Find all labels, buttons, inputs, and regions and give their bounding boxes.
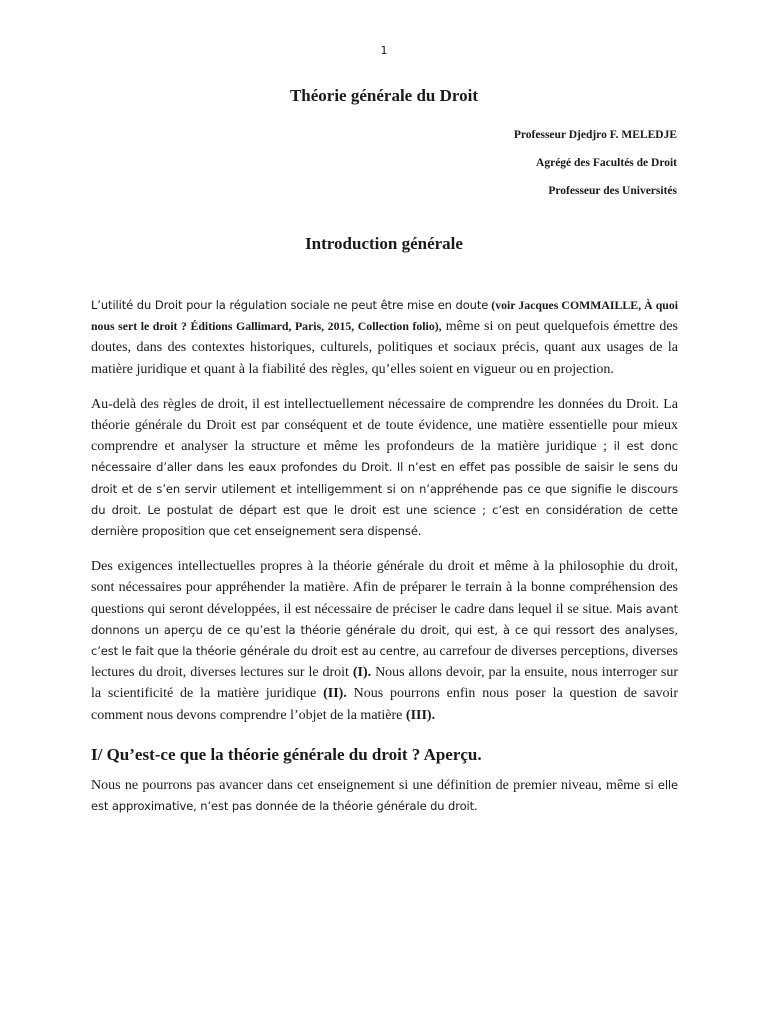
document-body: [91, 295, 678, 831]
author-block: [514, 121, 677, 205]
paragraph-3-part1: Des exigences intellectuelles propres à la théorie générale du droit et même à la philosophie du droit, sont nécessaires pour appréhender la matière. Afin de préparer le terrain à la bonne compréhension des questions qui seront développées, il est nécessaire de préciser le cadre dans lequel il se situe.: [91, 559, 678, 617]
paragraph-1-lead: L’utilité du Droit pour la régulation sociale ne peut être mise en doute: [91, 298, 489, 312]
paragraph-4-part2: si elle est approximative, n’est pas donnée de la théorie générale du droit.: [91, 778, 679, 814]
paragraph-2-part1: Au-delà des règles de droit, il est intellectuellement nécessaire de comprendre les données du Droit. La théorie générale du Droit est par conséquent et de toute évidence, une matière essentielle pour mieux comprendre et analyser la structure et même les profondeurs de la matière juridique ;: [91, 396, 678, 455]
reference-III: (III).: [405, 707, 436, 723]
paragraph-2-part2: il est donc nécessaire d’aller dans les eaux profondes du Droit. Il n’est en effet pas possible de saisir le sens du droit et de s’en servir utilement et intelligemment si on n’appréhende pas ce que signifie le discours du droit. Le postulat de départ est que le droit est une science ; c’est en considération de cette dernière proposition que cet enseignement sera dispensé.: [91, 439, 679, 539]
paragraph-3-part6: de la matière: [326, 707, 406, 723]
paragraph-1-rest: même si on peut quelquefois émettre des doutes, dans des contextes historiques, culturels, politiques et sociaux précis, quant aux usages de la matière juridique et quant à la fiabilité des règles, qu’elles soient en vigueur ou en projection.: [91, 319, 678, 377]
reference-II: (II).: [323, 686, 347, 702]
introduction-heading: Introduction générale: [305, 234, 463, 253]
paragraph-1: [91, 295, 678, 380]
paragraph-3-part2: Mais avant donnons un aperçu de ce qu’est la théorie générale du droit, qui est, à ce qui ressort des analyses, c’est le fait que la théorie générale du droit est au centre,: [91, 601, 678, 659]
document-title: Théorie générale du Droit: [289, 86, 479, 105]
paragraph-4: [91, 775, 678, 817]
author-rank: Agrégé des Facultés de Droit: [536, 157, 677, 169]
reference-I: (I).: [352, 665, 372, 681]
paragraph-3: [91, 556, 678, 726]
author-title: Professeur des Universités: [548, 185, 677, 197]
paragraph-2: [91, 394, 678, 542]
paragraph-3-part4: Nous allons devoir, par la ensuite, nous interroger sur la scientificité de la matière juridique: [91, 665, 678, 702]
author-name: Professeur Djedjro F. MELEDJE: [513, 129, 677, 141]
section-1-heading: I/ Qu’est-ce que la théorie générale du droit ? Aperçu.: [91, 744, 482, 764]
paragraph-3-part3: au carrefour de diverses perceptions, diverses lectures du droit, diverses lectures sur le droit: [91, 644, 678, 681]
paragraph-3-part5: Nous pourrons enfin nous poser la question de savoir comment nous devons comprendre l’objet: [91, 686, 679, 723]
page-number: 1: [380, 44, 388, 57]
paragraph-4-part1: Nous ne pourrons pas avancer dans cet enseignement si une définition de premier niveau, même: [91, 778, 645, 794]
paragraph-1-citation: (voir Jacques COMMAILLE, À quoi nous sert le droit ? Éditions Gallimard, Paris, 2015, Collection folio),: [91, 298, 678, 334]
